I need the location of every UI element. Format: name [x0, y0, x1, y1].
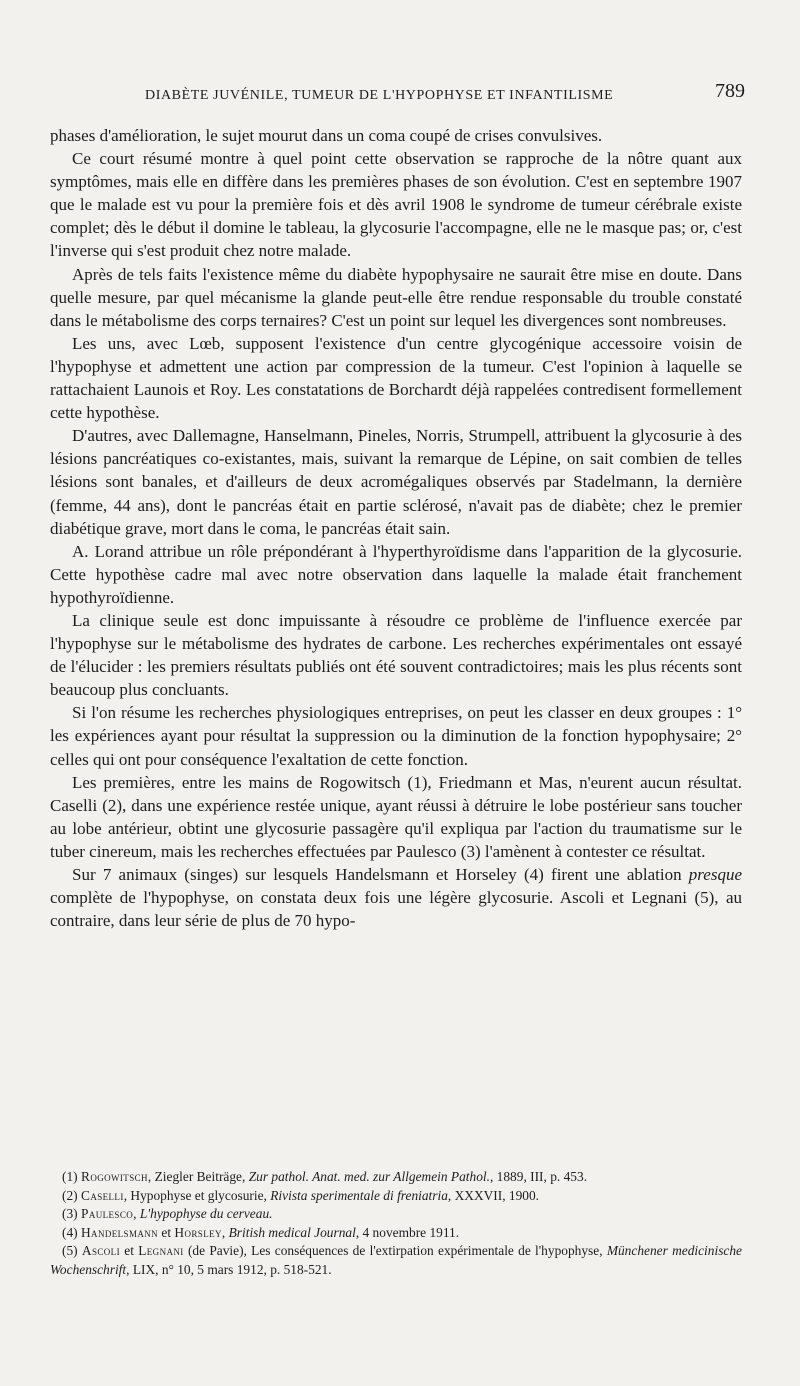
footnote-number: (5) — [62, 1243, 78, 1259]
paragraph: D'autres, avec Dallemagne, Hanselmann, Pineles, Norris, Strumpell, attribuent la glycosurie à des lésions pancréatiques co-existantes, mais, suivant la remarque de Lépine, on sait combien de telles lésions sont banales, et d'ailleurs de deux acromégaliques observés par Stadelmann, la dernière (femme, 44 ans), dont le pancréas était en partie sclérosé, n'avait pas de diabète; chez le premier diabétique grave, mort dans le coma, le pancréas était sain. — [50, 426, 742, 538]
footnote-author: Handelsmann — [80, 1224, 159, 1240]
footnote-journal: Zur pathol. Anat. med. zur Allgemein Pathol. — [248, 1169, 490, 1184]
running-header — [145, 80, 745, 104]
paragraph: Les premières, entre les mains de Rogowitsch (1), Friedmann et Mas, n'eurent aucun résultat. Caselli (2), dans une expérience restée unique, ayant réussi à détruire le lobe postérieur sans toucher au lobe antérieur, obtint une glycosurie passagère qu'il expliqua par l'action du traumatisme sur le tuber cinereum, mais les recherches effectuées par Paulesco (3) l'amènent à contester ce résultat. — [50, 772, 742, 861]
footnote-text: , XXXVII, 1900. — [447, 1187, 540, 1203]
footnote-author: Horsley — [174, 1224, 222, 1240]
paragraph: Ce court résumé montre à quel point cette observation se rapproche de la nôtre quant aux symptômes, mais elle en diffère dans les premières phases de son évolution. C'est en septembre 1907 que le malade est vu pour la première fois et dès avril 1908 le syndrome de tumeur cérébrale existe complet; dès le début il domine le tableau, la glycosurie l'accompagne, elle ne le masque pas; or, c'est l'inverse qui s'est produit chez notre malade. — [50, 149, 742, 261]
text-run: complète de l'hypophyse, on constata deux fois une légère glycosurie. Ascoli et Legnani (5), au contraire, dans leur série de plus de 70 hypo- — [50, 888, 742, 931]
footnote-number: (3) — [62, 1206, 78, 1222]
footnote-text: , Ziegler Beiträge, — [147, 1169, 249, 1184]
footnote-text: , 4 novembre 1911. — [355, 1224, 460, 1240]
footnotes — [50, 1168, 742, 1280]
paragraph: Les uns, avec Lœb, supposent l'existence d'un centre glycogénique accessoire voisin de l'hypophyse et admettent une action par compression de la tumeur. C'est l'opinion à laquelle se rattachaient Launois et Roy. Les constatations de Borchardt déjà rappelées contredisent formellement cette hypothèse. — [50, 333, 742, 423]
footnote-text: , LIX, n° 10, 5 mars 1912, p. 518-521. — [126, 1261, 332, 1277]
footnote-author: Caselli — [80, 1187, 124, 1203]
paragraph: Après de tels faits l'existence même du diabète hypophysaire ne saurait être mise en doute. Dans quelle mesure, par quel mécanisme la glande peut-elle être rendue responsable du trouble constaté dans le métabolisme des corps ternaires? C'est un point sur lequel les divergences sont nombreuses. — [50, 264, 742, 330]
paragraph: A. Lorand attribue un rôle prépondérant à l'hyperthyroïdisme dans l'apparition de la glycosurie. Cette hypothèse cadre mal avec notre observation dans laquelle la malade était franchement hypothyroïdienne. — [50, 541, 742, 607]
body-text — [50, 124, 742, 932]
text-run: Sur 7 animaux (singes) sur lesquels Handelsmann et Horseley (4) firent une ablation — [72, 865, 689, 884]
footnote-text: , — [221, 1224, 229, 1240]
running-title: DIABÈTE JUVÉNILE, TUMEUR DE L'HYPOPHYSE ET INFANTILISME — [145, 88, 614, 103]
footnote-number: (1) — [62, 1169, 78, 1184]
footnote-author: Rogowitsch — [80, 1169, 148, 1184]
footnote-text: , — [133, 1206, 140, 1222]
footnote-author: Legnani — [138, 1243, 184, 1259]
footnote-author: Ascoli — [81, 1243, 120, 1259]
footnote — [50, 1205, 742, 1224]
footnote-author: Paulesco — [80, 1206, 134, 1222]
emphasis-text: presque — [688, 865, 742, 884]
footnote-journal: British medical Journal — [228, 1224, 356, 1240]
paragraph-last — [50, 863, 742, 932]
footnote-journal: L'hypophyse du cerveau. — [139, 1206, 273, 1222]
footnote — [50, 1187, 742, 1206]
footnote — [50, 1224, 742, 1243]
paragraph: La clinique seule est donc impuissante à résoudre ce problème de l'influence exercée par l'hypophyse sur le métabolisme des hydrates de carbone. Les recherches expérimentales ont essayé de l'élucider : les premiers résultats publiés ont été souvent contradictoires; mais les plus récents sont beaucoup plus concluants. — [50, 610, 742, 700]
footnote-text: , Hypophyse et glycosurie, — [123, 1187, 271, 1203]
page-number: 789 — [715, 80, 745, 102]
footnote-text: et — [119, 1243, 139, 1259]
footnote-text: , 1889, III, p. 453. — [489, 1169, 588, 1184]
footnote — [50, 1168, 742, 1187]
footnote-text: (de Pavie), Les conséquences de l'extirpation expérimentale de l'hypophyse, — [183, 1243, 607, 1259]
paragraph: Si l'on résume les recherches physiologiques entreprises, on peut les classer en deux groupes : 1° les expériences ayant pour résultat la suppression ou la diminution de la fonction hypophysaire; 2° celles qui ont pour conséquence l'exaltation de cette fonction. — [50, 703, 742, 769]
paragraph: phases d'amélioration, le sujet mourut dans un coma coupé de crises convulsives. — [50, 126, 603, 145]
footnote-number: (4) — [62, 1224, 78, 1240]
footnote-number: (2) — [62, 1187, 78, 1203]
footnote-journal: Münchener medicinische Wochenschrift — [50, 1243, 742, 1277]
footnote — [50, 1242, 742, 1279]
footnote-text: et — [158, 1224, 175, 1240]
footnote-journal: Rivista sperimentale di freniatria — [270, 1187, 448, 1203]
